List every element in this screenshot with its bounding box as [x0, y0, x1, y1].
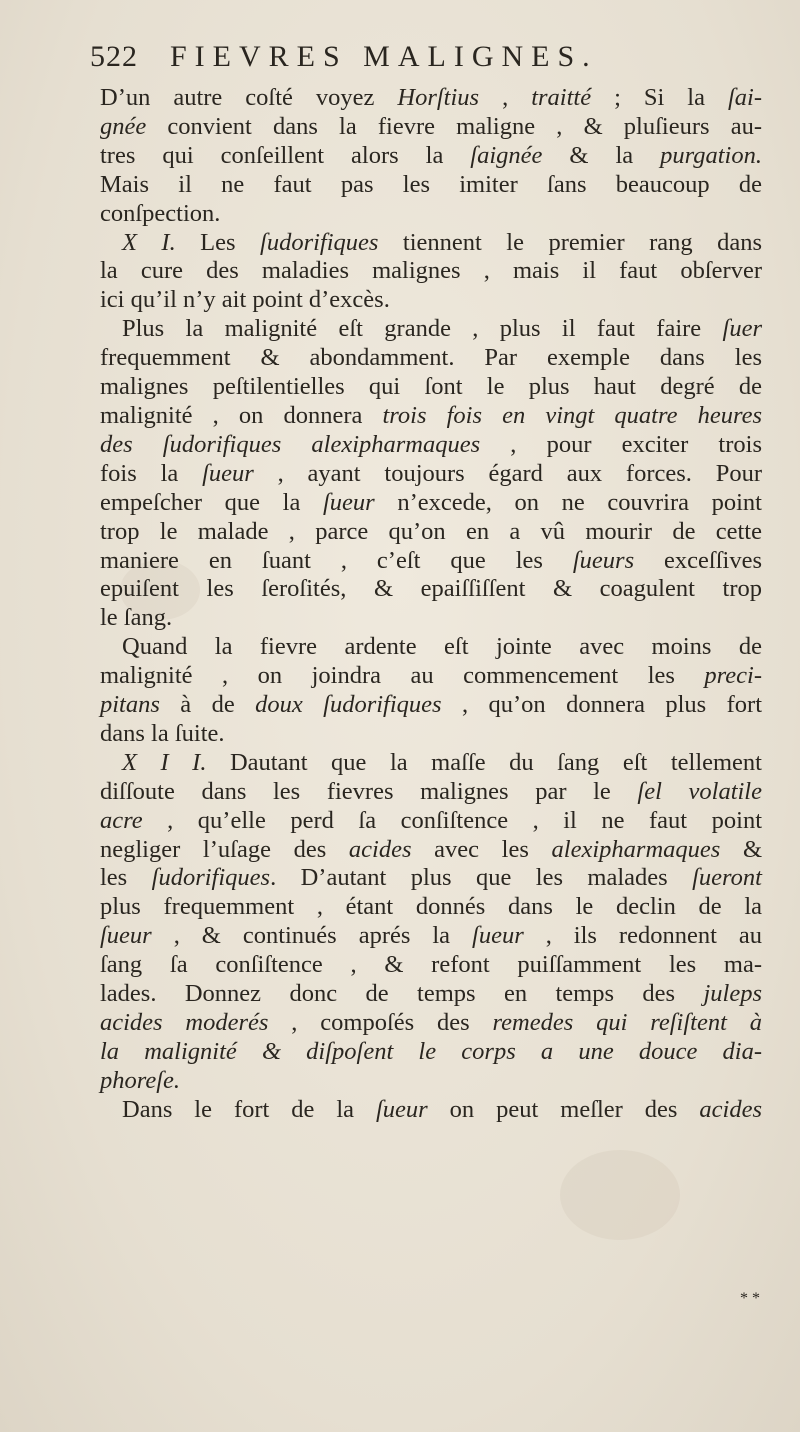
text-line [100, 922, 762, 951]
text-run: malignité , on donnera [100, 401, 383, 429]
italic-run: ſueur [322, 488, 375, 516]
text-run: empeſcher que la [100, 488, 323, 516]
italic-run: phoreſe. [100, 1066, 181, 1094]
paper-stain [560, 1150, 680, 1240]
text-line [100, 662, 762, 691]
italic-run: ſueront [692, 864, 762, 892]
text-line [100, 460, 762, 489]
text-line [100, 1038, 762, 1067]
italic-run: acre [100, 806, 143, 834]
signature-mark: * * [740, 1290, 760, 1307]
page-number: 522 [90, 40, 138, 73]
text-line [100, 229, 762, 258]
text-line [100, 836, 762, 865]
text-line [100, 200, 762, 229]
text-run: , qu’elle perd ſa conſiſtence , il ne faut point [142, 806, 762, 834]
italic-run: trois fois en vingt quatre heures [382, 401, 762, 429]
text-line [100, 344, 762, 373]
text-line [100, 720, 762, 749]
text-run: , compoſés des [268, 1009, 493, 1036]
text-line [100, 749, 762, 778]
page-header [90, 40, 760, 84]
running-head: FIEVRES MALIGNES. [170, 40, 598, 73]
text-line [100, 893, 762, 922]
text-run: Mais il ne faut pas les imiter ſans beaucoup de [100, 170, 762, 198]
italic-run: acides [699, 1095, 763, 1123]
text-line [100, 604, 762, 633]
text-line [100, 1067, 762, 1096]
text-run: malignes peſtilentielles qui ſont le plus haut degré de [100, 373, 762, 401]
italic-run: des ſudorifiques alexipharmaques [100, 430, 481, 458]
text-run: , [479, 84, 532, 111]
text-run: ſang ſa conſiſtence , & refont puiſſamment les ma- [100, 951, 762, 979]
italic-run: la malignité & diſpoſent le corps a une douce dia- [100, 1037, 762, 1065]
italic-run: juleps [703, 980, 762, 1008]
text-run: , qu’on donnera plus fort [441, 691, 762, 719]
italic-run: ſueur [202, 459, 254, 487]
italic-run: ſuer [722, 315, 762, 343]
text-run: à de [159, 691, 256, 719]
italic-run: purgation. [660, 141, 762, 169]
text-run: & [720, 835, 763, 863]
italic-run: ſueur [100, 922, 152, 950]
text-line [100, 575, 762, 604]
italic-run: preci- [704, 662, 762, 690]
text-run: convient dans la fievre maligne , & pluſieurs au- [146, 112, 762, 140]
text-run: & la [542, 141, 661, 169]
text-line [100, 286, 762, 315]
text-line [100, 257, 762, 286]
text-run: tiennent le premier rang dans [378, 228, 762, 256]
text-line [100, 633, 762, 662]
text-run: dans la ſuite. [100, 719, 225, 747]
body-text [100, 84, 762, 1125]
text-run: , ayant toujours égard aux forces. Pour [253, 459, 762, 487]
italic-run: ſai- [727, 84, 762, 111]
text-line [100, 84, 762, 113]
text-run: maniere en ſuant , c’eſt que les [100, 546, 573, 574]
text-run: ici qu’il n’y ait point d’excès. [100, 286, 390, 314]
text-run: conſpection. [100, 199, 221, 227]
text-line [100, 373, 762, 402]
text-line [100, 171, 762, 200]
text-run: frequemment & abondamment. Par exemple dans les [100, 344, 762, 372]
text-run: avec les [411, 835, 552, 863]
italic-run: doux ſudorifiques [255, 691, 442, 719]
text-run: Dans le fort de la [122, 1095, 376, 1123]
italic-run: ſueur [472, 922, 524, 950]
italic-run: Horſtius [397, 84, 480, 111]
italic-run: gnée [100, 112, 147, 140]
text-run: exceſſives [634, 546, 763, 574]
text-run: les [100, 864, 152, 892]
text-line [100, 807, 762, 836]
text-line [100, 864, 762, 893]
italic-run: ſudorifiques [151, 864, 271, 892]
text-line [100, 315, 762, 344]
text-run: tres qui conſeillent alors la [100, 141, 471, 169]
text-line [100, 1009, 762, 1038]
text-line [100, 142, 762, 171]
italic-run: acides moderés [100, 1009, 269, 1036]
text-run: epuiſent les ſeroſités, & epaiſſiſſent & coagulent trop [100, 575, 762, 603]
text-run: n’excede, on ne couvrira point [374, 488, 762, 516]
text-run: Quand la fievre ardente eſt jointe avec moins de [122, 633, 762, 661]
text-run: diſſoute dans les fievres malignes par le [100, 777, 638, 805]
text-run: negliger l’uſage des [100, 835, 349, 863]
text-line [100, 489, 762, 518]
italic-run: ſueurs [572, 546, 635, 574]
text-run: la cure des maladies malignes , mais il faut obſerver [100, 257, 762, 285]
text-run: , & continués aprés la [151, 922, 473, 950]
text-run: Les [175, 228, 261, 256]
italic-run: ſaignée [470, 141, 543, 169]
italic-run: ſudorifiques [260, 228, 379, 256]
italic-run: X I. [122, 228, 176, 256]
text-run: le ſang. [100, 604, 173, 632]
text-line [100, 778, 762, 807]
text-run: plus frequemment , étant donnés dans le declin de la [100, 893, 762, 921]
text-line [100, 691, 762, 720]
text-run: Plus la malignité eſt grande , plus il faut faire [122, 315, 723, 343]
text-run: malignité , on joindra au commencement les [100, 662, 705, 690]
text-line [100, 431, 762, 460]
text-line [100, 951, 762, 980]
italic-run: X I I. [122, 748, 207, 776]
text-run: lades. Donnez donc de temps en temps des [100, 980, 704, 1008]
italic-run: traitté [531, 84, 592, 111]
text-run: fois la [100, 459, 203, 487]
italic-run: ſel volatile [637, 777, 762, 805]
text-run: , pour exciter trois [480, 430, 762, 458]
italic-run: ſueur [376, 1095, 428, 1123]
italic-run: pitans [100, 691, 160, 719]
text-line [100, 1096, 762, 1125]
text-line [100, 113, 762, 142]
text-line [100, 547, 762, 576]
italic-run: alexipharmaques [551, 835, 721, 863]
text-run: Dautant que la maſſe du ſang eſt tellement [206, 748, 762, 776]
text-run: D’un autre coſté voyez [100, 84, 398, 111]
text-run: . D’autant plus que les malades [270, 864, 693, 892]
text-line [100, 518, 762, 547]
italic-run: acides [348, 835, 412, 863]
italic-run: remedes qui reſiſtent à [492, 1009, 762, 1036]
text-run: ; Si la [591, 84, 728, 111]
text-run: trop le malade , parce qu’on en a vû mourir de cette [100, 517, 762, 545]
text-line [100, 980, 762, 1009]
text-run: on peut meſler des [427, 1095, 700, 1123]
text-line [100, 402, 762, 431]
text-run: , ils redonnent au [523, 922, 762, 950]
